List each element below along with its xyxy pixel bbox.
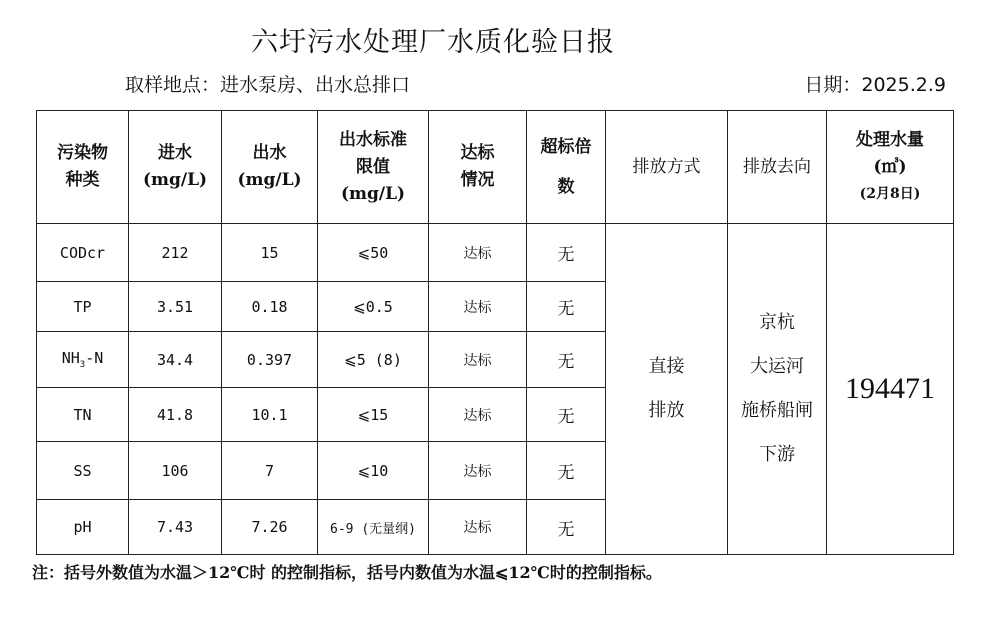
limit-value: ⩽10 [318, 442, 429, 500]
inflow-value: 3.51 [129, 282, 222, 332]
exceed-value: 无 [527, 332, 606, 388]
status-value: 达标 [429, 442, 527, 500]
inflow-value: 212 [129, 224, 222, 282]
pollutant-name: TP [37, 282, 129, 332]
status-value: 达标 [429, 332, 527, 388]
pollutant-name: $NH_3-N$ [37, 332, 129, 388]
col-limit-header: 出水标准 限值 (mg/L) [318, 111, 429, 224]
outflow-value: 0.18 [222, 282, 318, 332]
limit-value: ⩽5 (8) [318, 332, 429, 388]
exceed-value: 无 [527, 388, 606, 442]
exceed-value: 无 [527, 442, 606, 500]
col-outflow-header: 出水 (mg/L) [222, 111, 318, 224]
limit-value: 6-9 (无量纲) [318, 500, 429, 555]
col-volume-header: 处理水量 (㎥) (2月8日) [827, 111, 954, 224]
col-status-header: 达标 情况 [429, 111, 527, 224]
outflow-value: 0.397 [222, 332, 318, 388]
inflow-value: 106 [129, 442, 222, 500]
status-value: 达标 [429, 224, 527, 282]
pollutant-name: TN [37, 388, 129, 442]
water-quality-table [36, 110, 954, 555]
report-date: 日期：2025.2.9 [804, 74, 946, 96]
col-inflow-header: 进水 (mg/L) [129, 111, 222, 224]
col-exceed-header: 超标倍 数 [527, 111, 606, 224]
header-row [37, 111, 954, 224]
outflow-value: 7 [222, 442, 318, 500]
exceed-value: 无 [527, 224, 606, 282]
treated-volume: 194471 [827, 224, 954, 555]
table-row [37, 224, 954, 282]
status-value: 达标 [429, 282, 527, 332]
sampling-location: 取样地点：进水泵房、出水总排口 [125, 74, 411, 96]
inflow-value: 41.8 [129, 388, 222, 442]
pollutant-name: CODcr [37, 224, 129, 282]
discharge-destination: 京杭 大运河 施桥船闸 下游 [728, 224, 827, 555]
pollutant-name: SS [37, 442, 129, 500]
col-method-header: 排放方式 [606, 111, 728, 224]
limit-value: ⩽15 [318, 388, 429, 442]
outflow-value: 7.26 [222, 500, 318, 555]
limit-value: ⩽0.5 [318, 282, 429, 332]
exceed-value: 无 [527, 282, 606, 332]
status-value: 达标 [429, 500, 527, 555]
footnote: 注：括号外数值为水温＞12℃时 的控制指标，括号内数值为水温⩽12℃时的控制指标。 [32, 563, 662, 582]
report-title: 六圩污水处理厂水质化验日报 [251, 27, 615, 58]
inflow-value: 7.43 [129, 500, 222, 555]
outflow-value: 15 [222, 224, 318, 282]
outflow-value: 10.1 [222, 388, 318, 442]
discharge-method: 直接 排放 [606, 224, 728, 555]
status-value: 达标 [429, 388, 527, 442]
col-destination-header: 排放去向 [728, 111, 827, 224]
pollutant-name: pH [37, 500, 129, 555]
limit-value: ⩽50 [318, 224, 429, 282]
col-pollutant-header: 污染物 种类 [37, 111, 129, 224]
exceed-value: 无 [527, 500, 606, 555]
inflow-value: 34.4 [129, 332, 222, 388]
